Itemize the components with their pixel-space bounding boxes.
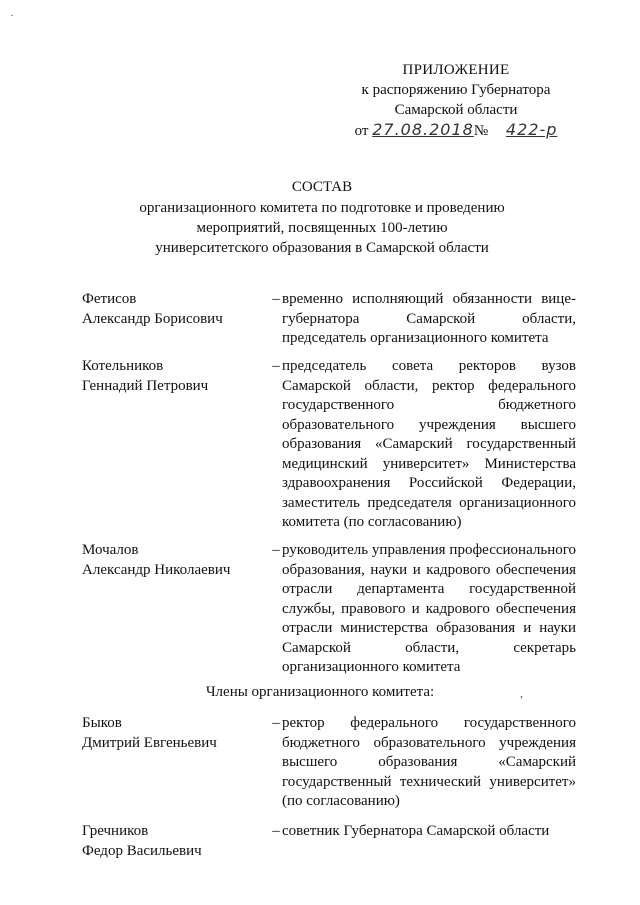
person-role: временно исполняющий обязанности вице-губернатора Самарской области, председатель организационного комитета [282,291,576,346]
person-surname: Гречников [82,823,149,839]
dash: – [272,823,280,839]
document-title: СОСТАВ [291,179,353,195]
appendix-line-1: к распоряжению Губернатора [361,82,551,98]
order-date: 27.08.2018 [372,120,474,139]
appendix-block [340,60,572,140]
person-role: советник Губернатора Самарской области [282,823,550,839]
person-name [82,822,267,861]
person-name [82,541,267,580]
person-given-names: Федор Васильевич [82,842,202,859]
person-role: руководитель управления профессионального образования, науки и кадрового обеспечения отрасли департамента государственной службы, правового и кадрового обеспечения отрасли министерства образования и науки Самарской области, секретарь организационного комитета [282,542,576,675]
person-surname: Мочалов [82,542,139,558]
person-surname: Быков [82,715,122,731]
dash: – [272,715,280,731]
person-name [82,290,267,329]
person-given-names: Александр Николаевич [82,561,231,578]
members-section-title: Члены организационного комитета: [205,684,435,700]
appendix-line-2: Самарской области [394,102,518,118]
scan-speck: · [10,8,14,22]
person-role: председатель совета ректоров вузов Самарской области, ректор федерального государственного бюджетного образовательного учреждения высшего образования «Самарский государственный медицинский университет» Министерства здравоохранения Российской Федерации, заместитель председателя организационного комитета (по согласованию) [282,358,576,530]
person-given-names: Дмитрий Евгеньевич [82,734,217,751]
dash: – [272,291,280,307]
person-surname: Фетисов [82,291,137,307]
person-given-names: Геннадий Петрович [82,377,209,394]
person-name [82,714,267,753]
order-date-line [340,120,572,140]
heading-line-1: организационного комитета по подготовке и проведению [139,200,505,216]
person-name [82,357,267,396]
from-label: от [354,123,369,139]
dash: – [272,542,280,558]
order-number: 422-р [505,120,558,139]
heading-line-2: мероприятий, посвященных 100-летию [196,220,448,236]
heading-line-3: университетского образования в Самарской области [155,240,489,256]
document-heading [90,177,554,258]
dash: – [272,358,280,374]
scan-speck: , [520,686,523,700]
person-role: ректор федерального государственного бюджетного образовательного учреждения высшего образования «Самарский государственный технический университет» (по согласованию) [282,715,576,809]
appendix-title: ПРИЛОЖЕНИЕ [402,62,510,78]
person-given-names: Александр Борисович [82,310,223,327]
person-surname: Котельников [82,358,164,374]
number-sign: № [473,123,489,139]
